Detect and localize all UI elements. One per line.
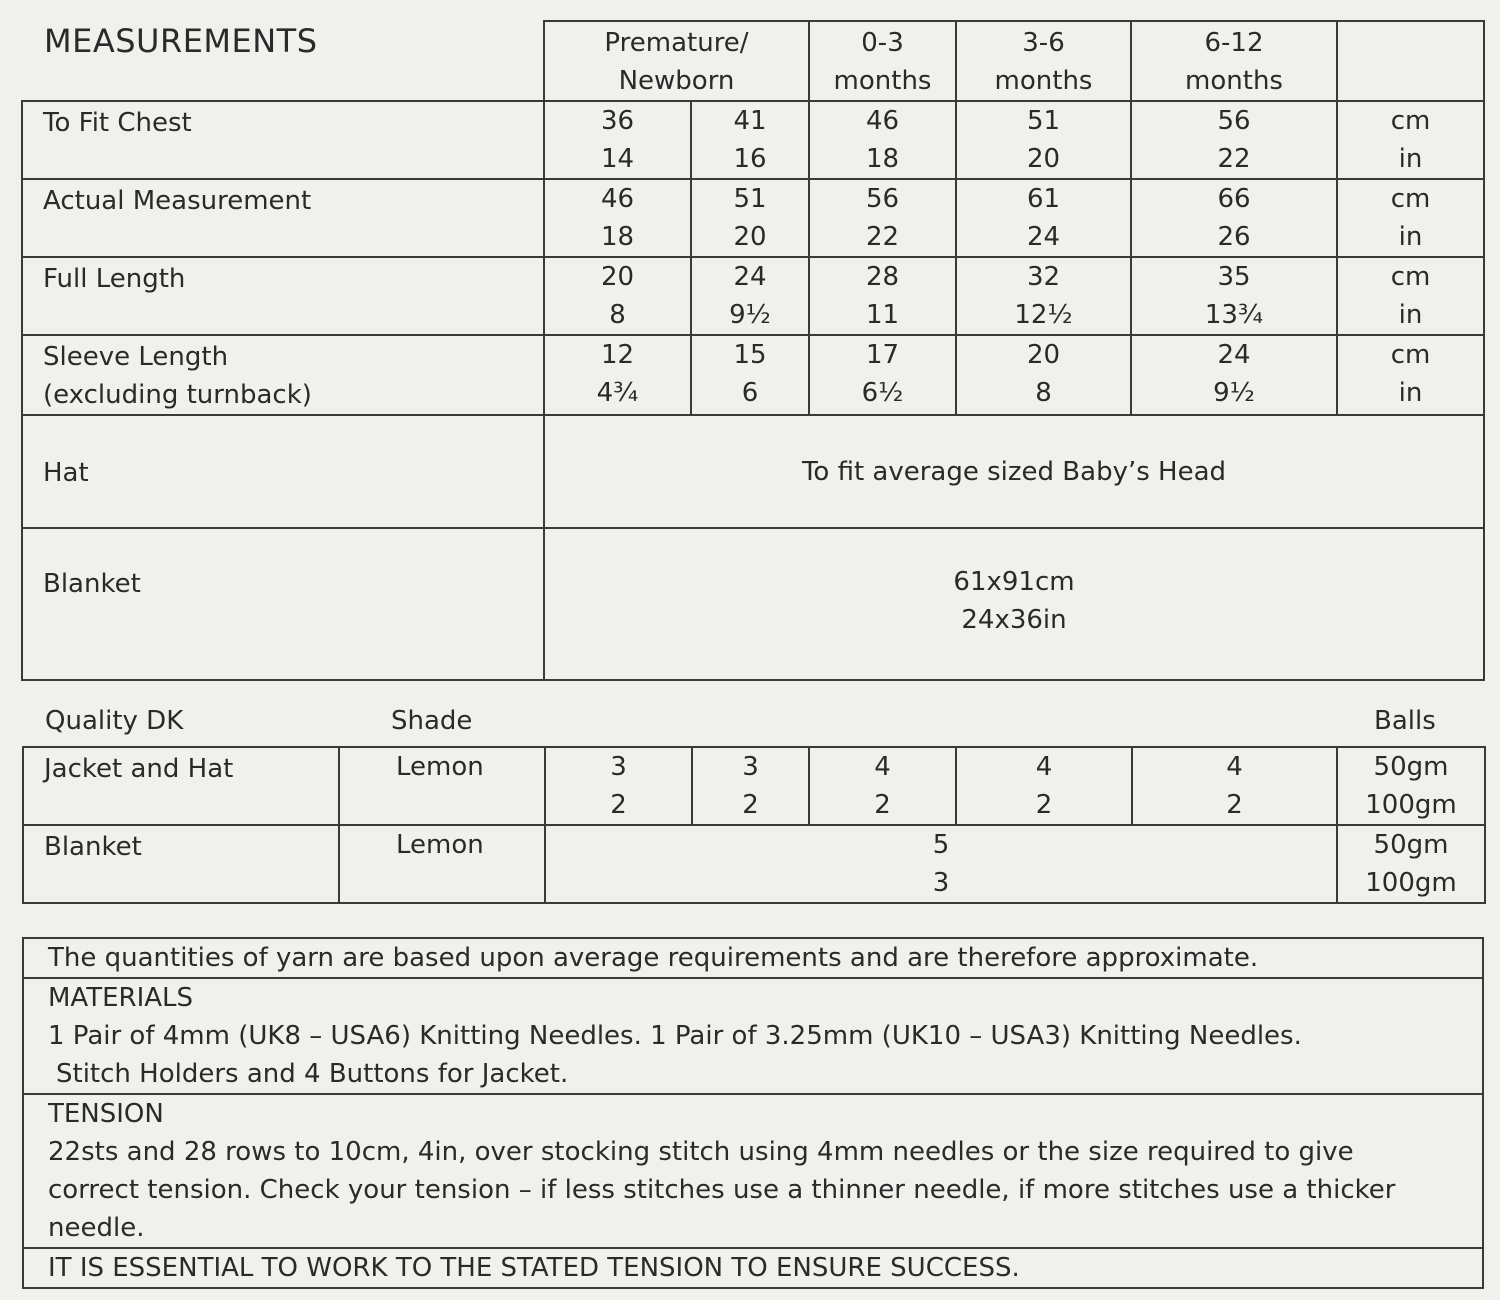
table-row bbox=[23, 747, 1485, 825]
tension-text: needle. bbox=[48, 1213, 145, 1243]
table-cell: 5 3 bbox=[545, 825, 1337, 903]
table-cell: 51 20 bbox=[956, 101, 1131, 179]
table-row bbox=[22, 179, 1484, 257]
yarn-item: Jacket and Hat bbox=[23, 747, 339, 825]
row-label: To Fit Chest bbox=[22, 101, 544, 179]
table-row bbox=[22, 257, 1484, 335]
table-row bbox=[22, 101, 1484, 179]
hat-label: Hat bbox=[22, 415, 544, 528]
table-cell: 15 6 bbox=[691, 335, 809, 415]
materials-section bbox=[23, 978, 1483, 1094]
table-cell: 3 2 bbox=[545, 747, 692, 825]
table-row bbox=[22, 335, 1484, 415]
table-cell: 24 9½ bbox=[1131, 335, 1337, 415]
shade-label: Shade bbox=[391, 706, 473, 736]
size-header-6-12: 6-12 months bbox=[1131, 21, 1337, 101]
balls-label: Balls bbox=[1374, 706, 1436, 736]
table-cell: 20 8 bbox=[956, 335, 1131, 415]
table-cell: 41 16 bbox=[691, 101, 809, 179]
row-label: Sleeve Length (excluding turnback) bbox=[22, 335, 544, 415]
table-cell: 36 14 bbox=[544, 101, 691, 179]
size-header-3-6: 3-6 months bbox=[956, 21, 1131, 101]
quality-label: Quality DK bbox=[45, 706, 184, 736]
table-cell: 12 4¾ bbox=[544, 335, 691, 415]
page-title: MEASUREMENTS bbox=[44, 22, 318, 60]
materials-heading: MATERIALS bbox=[48, 983, 194, 1013]
table-cell: 20 8 bbox=[544, 257, 691, 335]
tension-text: correct tension. Check your tension – if less stitches use a thinner needle, if more stitches use a thicker bbox=[48, 1175, 1396, 1205]
unit-cell: cm in bbox=[1337, 335, 1484, 415]
table-cell: 46 18 bbox=[809, 101, 956, 179]
table-cell: 61 24 bbox=[956, 179, 1131, 257]
table-row bbox=[22, 528, 1484, 680]
row-label: Actual Measurement bbox=[22, 179, 544, 257]
unit-cell: cm in bbox=[1337, 101, 1484, 179]
blanket-label: Blanket bbox=[22, 528, 544, 680]
table-cell: 3 2 bbox=[692, 747, 809, 825]
tension-section bbox=[23, 1094, 1483, 1248]
size-header-0-3: 0-3 months bbox=[809, 21, 956, 101]
table-cell: 66 26 bbox=[1131, 179, 1337, 257]
hat-value: To fit average sized Baby’s Head bbox=[544, 415, 1484, 528]
row-label: Full Length bbox=[22, 257, 544, 335]
materials-text: 1 Pair of 4mm (UK8 – USA6) Knitting Needles. 1 Pair of 3.25mm (UK10 – USA3) Knitting Needles. bbox=[48, 1021, 1302, 1051]
tension-heading: TENSION bbox=[48, 1099, 164, 1129]
measurements-table bbox=[21, 20, 1485, 681]
quantities-note: The quantities of yarn are based upon average requirements and are therefore approximate. bbox=[23, 938, 1483, 978]
materials-text: Stitch Holders and 4 Buttons for Jacket. bbox=[56, 1059, 569, 1089]
table-row bbox=[23, 825, 1485, 903]
blanket-value: 61x91cm 24x36in bbox=[544, 528, 1484, 680]
table-cell: 24 9½ bbox=[691, 257, 809, 335]
table-cell: 46 18 bbox=[544, 179, 691, 257]
unit-cell: 50gm 100gm bbox=[1337, 825, 1485, 903]
table-cell: 51 20 bbox=[691, 179, 809, 257]
unit-cell: cm in bbox=[1337, 257, 1484, 335]
yarn-shade: Lemon bbox=[339, 825, 545, 903]
essential-note: IT IS ESSENTIAL TO WORK TO THE STATED TENSION TO ENSURE SUCCESS. bbox=[23, 1248, 1483, 1288]
yarn-item: Blanket bbox=[23, 825, 339, 903]
table-cell: 35 13¾ bbox=[1131, 257, 1337, 335]
table-cell: 56 22 bbox=[809, 179, 956, 257]
table-cell: 17 6½ bbox=[809, 335, 956, 415]
table-cell: 4 2 bbox=[809, 747, 956, 825]
table-row bbox=[22, 415, 1484, 528]
table-cell: 4 2 bbox=[956, 747, 1132, 825]
unit-header bbox=[1337, 21, 1484, 101]
tension-text: 22sts and 28 rows to 10cm, 4in, over stocking stitch using 4mm needles or the size required to give bbox=[48, 1137, 1354, 1167]
yarn-shade: Lemon bbox=[339, 747, 545, 825]
table-cell: 28 11 bbox=[809, 257, 956, 335]
table-cell: 56 22 bbox=[1131, 101, 1337, 179]
unit-cell: cm in bbox=[1337, 179, 1484, 257]
table-cell: 4 2 bbox=[1132, 747, 1337, 825]
notes-table bbox=[22, 937, 1484, 1289]
size-header-newborn: Premature/ Newborn bbox=[544, 21, 809, 101]
unit-cell: 50gm 100gm bbox=[1337, 747, 1485, 825]
yarn-table bbox=[22, 746, 1486, 904]
table-cell: 32 12½ bbox=[956, 257, 1131, 335]
header-corner bbox=[22, 21, 544, 101]
